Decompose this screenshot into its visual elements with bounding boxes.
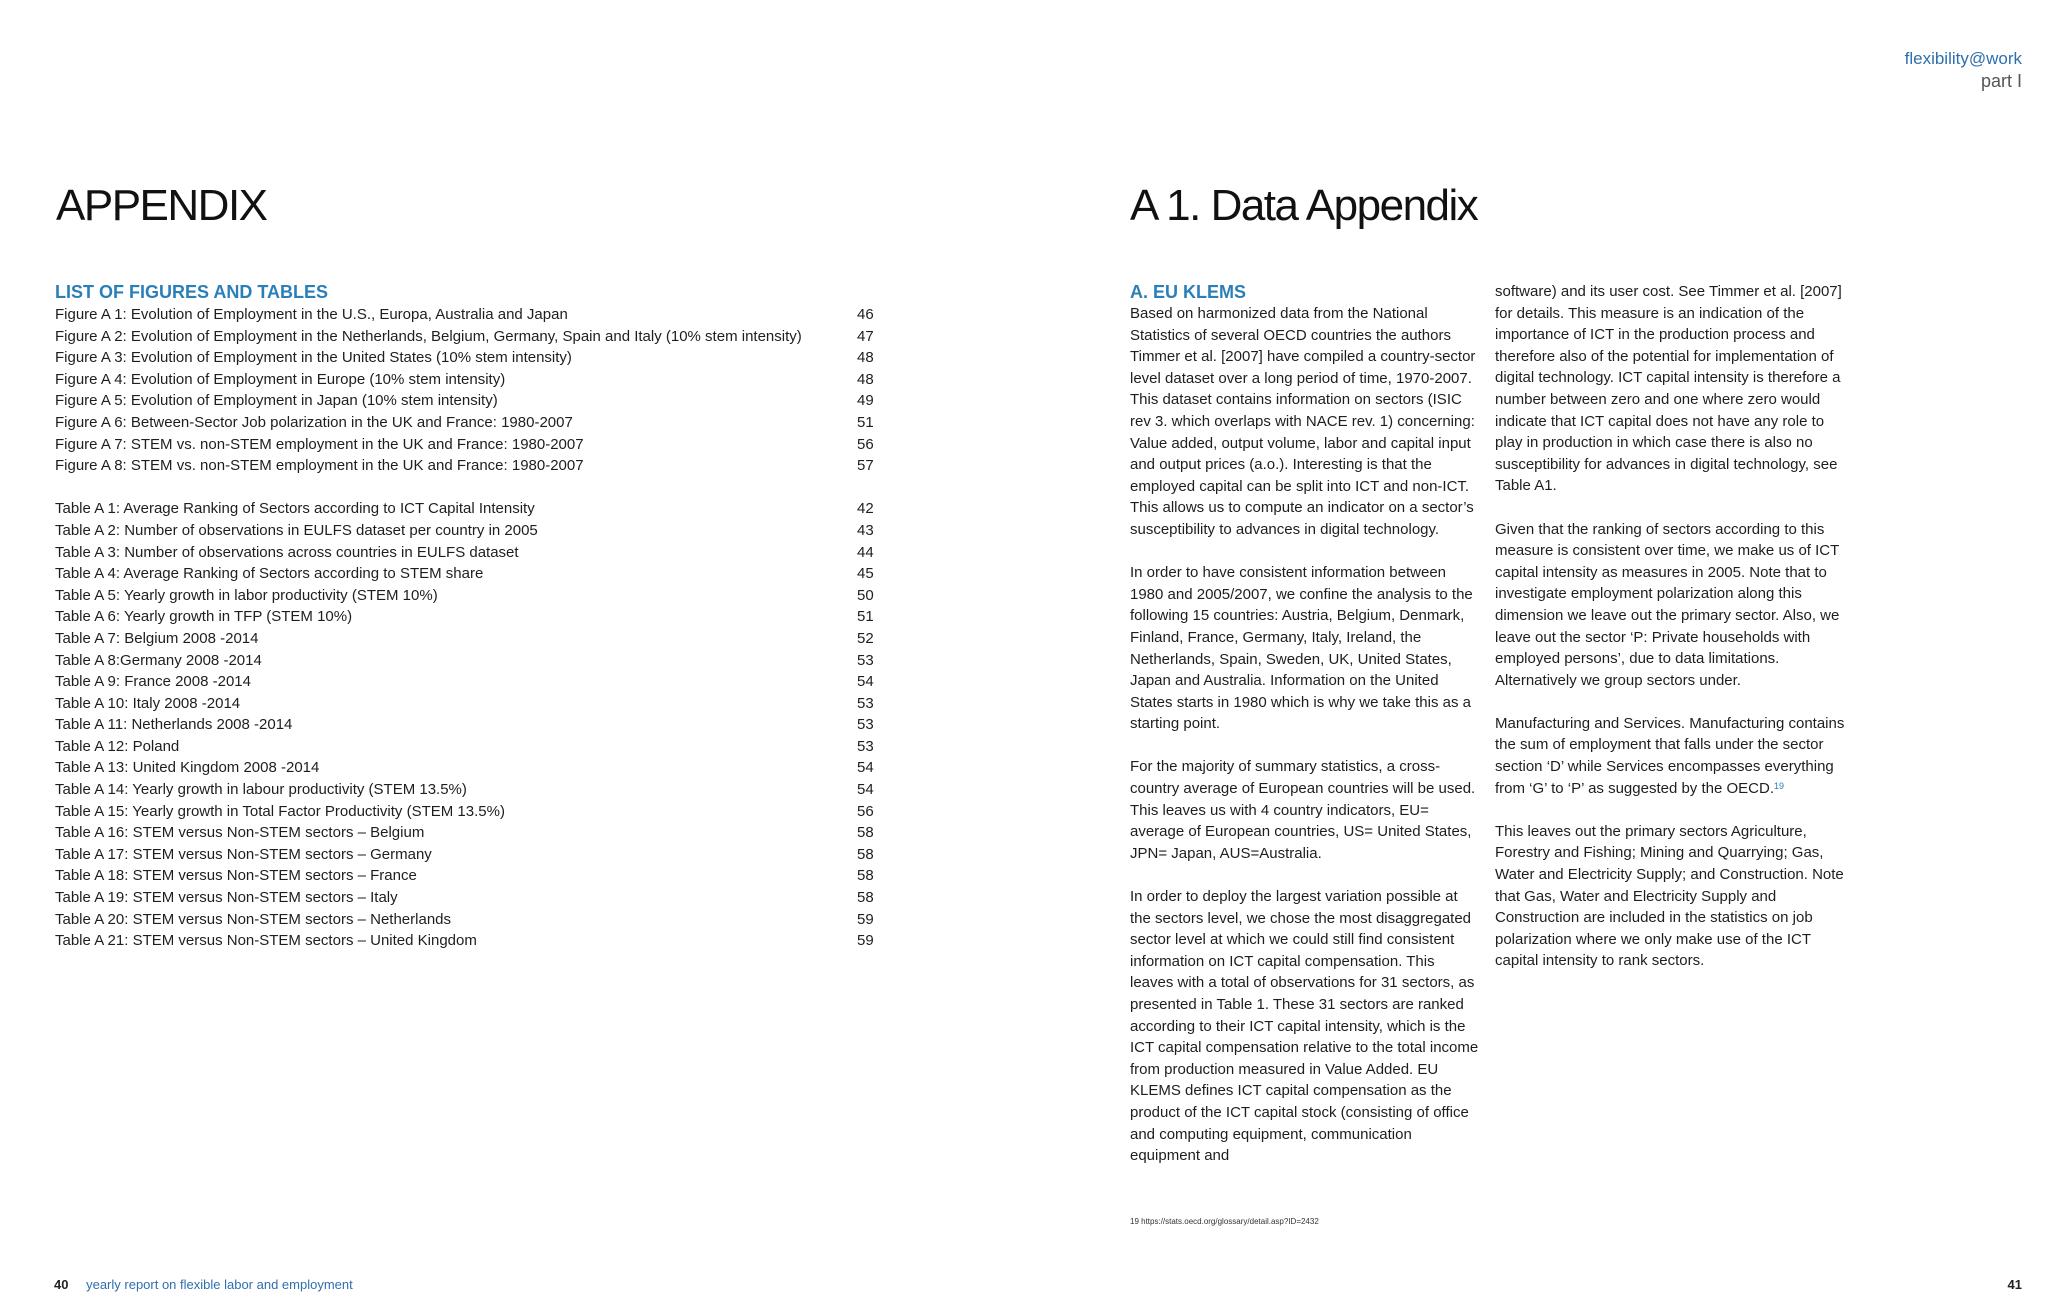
table-entry-label: Table A 20: STEM versus Non-STEM sectors – Netherlands [55,910,451,928]
table-entry-label: Table A 10: Italy 2008 -2014 [55,694,241,712]
table-entry-label: Table A 21: STEM versus Non-STEM sectors – United Kingdom [55,932,477,950]
table-entry[interactable] [55,757,885,779]
table-entry-label: Table A 6: Yearly growth in TFP (STEM 10%) [55,608,353,626]
paragraph: In order to have consistent information between 1980 and 2005/2007, we confine the analysis to the following 15 countries: Austria, Belgium, Denmark, Finland, France, Germany, Italy, Ireland, the Netherlands, Spain, Sweden, UK, United States, Japan and Australia. Information on the United States starts in 1980 which is why we take this as a starting point. [1130,564,1473,733]
figure-entry-label: Figure A 2: Evolution of Employment in the Netherlands, Belgium, Germany, Spain and Italy (10% stem intensity) [55,327,802,345]
table-entry[interactable] [55,714,885,736]
list-of-figures-and-tables [55,281,885,952]
table-entry-label: Table A 16: STEM versus Non-STEM sectors – Belgium [55,824,425,842]
list-heading: LIST OF FIGURES AND TABLES [55,282,328,302]
table-entry-label: Table A 19: STEM versus Non-STEM sectors – Italy [55,889,398,907]
footnote: 19 https://stats.oecd.org/glossary/detail.asp?ID=2432 [1130,1217,1319,1226]
text-column-1 [1130,281,1480,1167]
figure-entry[interactable] [55,347,885,369]
figure-entry-label: Figure A 6: Between-Sector Job polarization in the UK and France: 1980-2007 [55,413,573,431]
figure-entry-page: 51 [857,413,874,431]
table-entry-page: 54 [857,781,874,799]
footer-left [54,1277,353,1292]
figure-entry-page: 48 [857,349,874,367]
table-entry-label: Table A 13: United Kingdom 2008 -2014 [55,759,320,777]
figures-list [55,304,885,477]
paragraph: For the majority of summary statistics, a cross-country average of European countries will be used. This leaves us with 4 country indicators, EU= average of European countries, US= United States, JPN= Japan, AUS=Australia. [1130,758,1476,862]
table-entry[interactable] [55,498,885,520]
paragraph: This leaves out the primary sectors Agriculture, Forestry and Fishing; Mining and Quarrying; Gas, Water and Electricity Supply; and Construction. Note that Gas, Water and Electricity Supply and Construction are included in the statistics on job polarization where we only make use of the ICT capital intensity to rank sectors. [1495,822,1844,970]
table-entry[interactable] [55,909,885,931]
table-entry[interactable] [55,563,885,585]
paragraph: In order to deploy the largest variation possible at the sectors level, we chose the most disaggregated sector level at which we could still find consistent information on ICT capital compensation. This leaves with a total of observations for 31 sectors, as presented in Table 1. These 31 sectors are ranked according to their ICT capital intensity, which is the ICT capital compensation relative to the total income from production measured in Value Added. EU KLEMS defines ICT capital compensation as the product of the ICT capital stock (consisting of office and computing equipment, communication equipment and [1130,888,1479,1165]
figure-entry-label: Figure A 7: STEM vs. non-STEM employment in the UK and France: 1980-2007 [55,435,584,453]
paragraph: Based on harmonized data from the National Statistics of several OECD countries the authors Timmer et al. [2007] have compiled a country-sector level dataset over a long period of time, 1970-2007. This dataset contains information on sectors (ISIC rev 3. which overlaps with NACE rev. 1) concerning: Value added, output volume, labor and capital input and output prices (a.o.). Interesting is that the employed capital can be split into ICT and non-ICT. This allows us to compute an indicator on a sector’s susceptibility to advances in digital technology. [1130,305,1476,538]
figure-entry[interactable] [55,304,885,326]
table-entry-page: 53 [857,737,874,755]
table-entry-label: Table A 14: Yearly growth in labour productivity (STEM 13.5%) [55,781,467,799]
table-entry[interactable] [55,585,885,607]
table-entry-page: 53 [857,651,874,669]
table-entry-label: Table A 12: Poland [55,737,180,755]
table-entry-page: 44 [857,543,874,561]
table-entry-label: Table A 7: Belgium 2008 -2014 [55,629,259,647]
paragraph-with-footnote [1495,713,1845,799]
table-entry-page: 58 [857,824,874,842]
table-entry-page: 58 [857,845,874,863]
page-number-left: 40 [54,1277,69,1292]
tables-list [55,498,885,951]
table-entry[interactable] [55,822,885,844]
table-entry-label: Table A 11: Netherlands 2008 -2014 [55,716,293,734]
table-entry[interactable] [55,736,885,758]
table-entry-label: Table A 8:Germany 2008 -2014 [55,651,262,669]
table-entry-page: 43 [857,521,874,539]
table-entry-page: 42 [857,500,874,518]
header-part: part I [1980,71,2022,91]
table-entry-page: 52 [857,629,874,647]
table-entry-page: 59 [857,910,874,928]
figure-entry-label: Figure A 4: Evolution of Employment in Europe (10% stem intensity) [55,370,506,388]
figure-entry-page: 46 [857,306,874,323]
table-entry-label: Table A 18: STEM versus Non-STEM sectors – France [55,867,417,885]
table-entry-label: Table A 5: Yearly growth in labor productivity (STEM 10%) [55,586,438,604]
figure-entry[interactable] [55,412,885,434]
figure-entry-label: Figure A 5: Evolution of Employment in Japan (10% stem intensity) [55,392,498,410]
table-entry[interactable] [55,671,885,693]
section-heading: A. EU KLEMS [1130,282,1247,302]
table-entry-page: 51 [857,608,874,626]
table-entry-label: Table A 4: Average Ranking of Sectors according to STEM share [55,565,484,583]
table-entry[interactable] [55,930,885,952]
page-title-left: APPENDIX [56,181,267,230]
table-entry-page: 59 [857,932,874,950]
figure-entry[interactable] [55,455,885,477]
table-entry-label: Table A 3: Number of observations across countries in EULFS dataset [55,543,519,561]
table-entry[interactable] [55,628,885,650]
table-entry-page: 54 [857,673,874,691]
table-entry-page: 45 [857,565,874,583]
paragraph-text: Manufacturing and Services. Manufacturing contains the sum of employment that falls under the sector section ‘D’ while Services encompasses everything from ‘G’ to ‘P’ as suggested by the OECD. [1495,714,1845,797]
paragraph: Given that the ranking of sectors according to this measure is consistent over time, we make us of ICT capital intensity as measures in 2005. Note that to investigate employment polarization along this dimension we leave out the primary sector. Also, we leave out the sector ‘P: Private households with employed persons’, due to data limitations. Alternatively we group sectors under. [1495,520,1840,689]
figure-entry-label: Figure A 3: Evolution of Employment in the United States (10% stem intensity) [55,349,572,367]
table-entry-label: Table A 15: Yearly growth in Total Factor Productivity (STEM 13.5%) [55,802,505,820]
table-entry[interactable] [55,606,885,628]
list-spacer [55,477,885,499]
header-brand: flexibility@work [1904,49,2022,68]
figure-entry-page: 56 [857,435,874,453]
table-entry[interactable] [55,801,885,823]
table-entry-label: Table A 2: Number of observations in EULFS dataset per country in 2005 [55,521,538,539]
table-entry[interactable] [55,650,885,672]
figure-entry[interactable] [55,390,885,412]
figure-entry-page: 57 [857,457,874,475]
table-entry-page: 54 [857,759,874,777]
table-entry-page: 53 [857,694,874,712]
text-column-2 [1495,281,1845,972]
figure-entry-page: 48 [857,370,874,388]
figure-entry-label: Figure A 8: STEM vs. non-STEM employment in the UK and France: 1980-2007 [55,457,584,475]
figure-entry-label: Figure A 1: Evolution of Employment in the U.S., Europa, Australia and Japan [55,306,568,323]
page-number-right: 41 [2007,1277,2022,1292]
table-entry-page: 53 [857,716,874,734]
table-entry[interactable] [55,542,885,564]
running-header [1905,48,2022,92]
table-entry-page: 50 [857,586,874,604]
table-entry-page: 58 [857,867,874,885]
table-entry-page: 58 [857,889,874,907]
running-title: yearly report on flexible labor and employment [86,1277,353,1292]
figure-entry-page: 49 [857,392,874,410]
figure-entry[interactable] [55,369,885,391]
table-entry[interactable] [55,865,885,887]
table-entry[interactable] [55,887,885,909]
page-title-right: A 1. Data Appendix [1130,181,1478,230]
table-entry-label: Table A 9: France 2008 -2014 [55,673,251,691]
table-entry[interactable] [55,693,885,715]
table-entry-page: 56 [857,802,874,820]
table-entry[interactable] [55,779,885,801]
footnote-ref[interactable]: 19 [1774,780,1785,791]
figure-entry[interactable] [55,434,885,456]
table-entry[interactable] [55,844,885,866]
figure-entry-page: 47 [857,327,874,345]
table-entry-label: Table A 17: STEM versus Non-STEM sectors – Germany [55,845,432,863]
table-entry-label: Table A 1: Average Ranking of Sectors according to ICT Capital Intensity [55,500,535,518]
table-entry[interactable] [55,520,885,542]
paragraph: software) and its user cost. See Timmer et al. [2007] for details. This measure is an indication of the importance of ICT in the production process and therefore also of the potential for implementation of digital technology. ICT capital intensity is therefore a number between zero and one where zero would indicate that ICT capital does not have any role to play in production in which case there is also no susceptibility for advances in digital technology, see Table A1. [1495,283,1842,495]
figure-entry[interactable] [55,326,885,348]
